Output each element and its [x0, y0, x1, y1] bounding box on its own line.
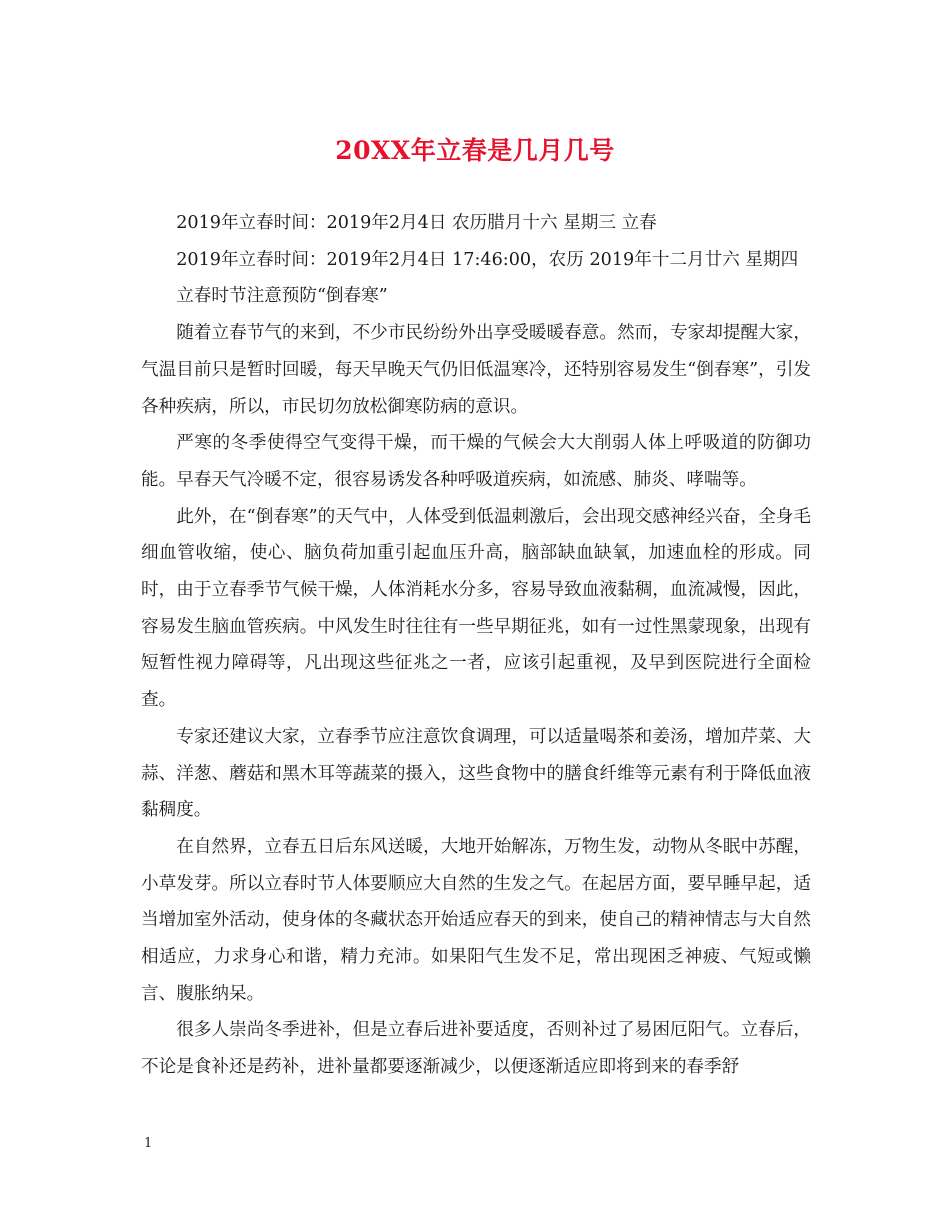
document-body — [141, 205, 811, 1086]
paragraph: 随着立春节气的来到，不少市民纷纷外出享受暖暖春意。然而，专家却提醒大家，气温目前只是暂时回暖，每天早晚天气仍旧低温寒冷，还特别容易发生“倒春寒”，引发各种疾病，所以，市民切勿放松御寒防病的意识。 — [141, 323, 811, 417]
paragraph: 2019年立春时间：2019年2月4日 农历腊月十六 星期三 立春 — [176, 213, 657, 233]
paragraph: 在自然界，立春五日后东风送暖，大地开始解冻，万物生发，动物从冬眠中苏醒，小草发芽。所以立春时节人体要顺应大自然的生发之气。在起居方面，要早睡早起，适当增加室外活动，使身体的冬藏状态开始适应春天的到来，使自己的精神情志与大自然相适应，力求身心和谐，精力充沛。如果阳气生发不足，常出现困乏神疲、气短或懒言、腹胀纳呆。 — [141, 836, 811, 1004]
page-number: 1 — [144, 1136, 153, 1151]
paragraph: 2019年立春时间：2019年2月4日 17:46:00，农历 2019年十二月廿六 星期四 — [176, 249, 799, 270]
document-title: 20XX年立春是几月几号 — [335, 136, 615, 165]
paragraph: 严寒的冬季使得空气变得干燥，而干燥的气候会大大削弱人体上呼吸道的防御功能。早春天气冷暖不定，很容易诱发各种呼吸道疾病，如流感、肺炎、哮喘等。 — [141, 433, 811, 490]
paragraph: 立春时节注意预防“倒春寒” — [176, 286, 388, 307]
paragraph: 专家还建议大家，立春季节应注意饮食调理，可以适量喝茶和姜汤，增加芹菜、大蒜、洋葱、蘑菇和黑木耳等蔬菜的摄入，这些食物中的膳食纤维等元素有利于降低血液黏稠度。 — [141, 726, 811, 821]
paragraph: 此外，在“倒春寒”的天气中，人体受到低温刺激后，会出现交感神经兴奋，全身毛细血管收缩，使心、脑负荷加重引起血压升高，脑部缺血缺氧，加速血栓的形成。同时，由于立春季节气候干燥，人体消耗水分多，容易导致血液黏稠，血流减慢，因此，容易发生脑血管疾病。中风发生时往往有一些早期征兆，如有一过性黑蒙现象，出现有短暂性视力障碍等，凡出现这些征兆之一者，应该引起重视，及早到医院进行全面检查。 — [141, 506, 811, 711]
paragraph: 很多人崇尚冬季进补，但是立春后进补要适度，否则补过了易困厄阳气。立春后，不论是食补还是药补，进补量都要逐渐减少，以便逐渐适应即将到来的春季舒 — [141, 1020, 811, 1078]
